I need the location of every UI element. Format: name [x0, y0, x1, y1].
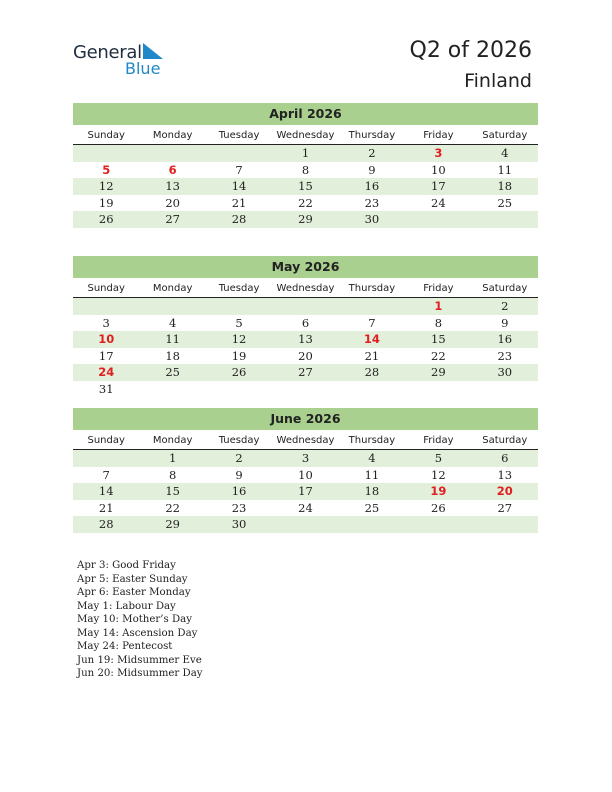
day-cell: 11 — [497, 162, 513, 177]
weekday-label: Thursday — [348, 283, 396, 294]
day-cell: 13 — [298, 332, 313, 347]
weekday-label: Sunday — [87, 283, 125, 294]
day-cell: 6 — [501, 451, 509, 465]
day-cell — [73, 450, 139, 467]
day-cell: 16 — [231, 484, 247, 499]
week-row — [73, 162, 538, 179]
day-cell: 14 — [98, 484, 114, 499]
weekday-label: Tuesday — [218, 283, 260, 294]
day-cell: 1 — [168, 451, 177, 465]
day-cell: 17 — [431, 179, 446, 194]
weekday-label: Friday — [423, 283, 454, 294]
weekday-header-row — [73, 280, 538, 298]
day-cell: 8 — [301, 162, 310, 177]
holiday-day-cell: 6 — [168, 162, 177, 177]
month-calendar — [73, 256, 538, 398]
day-cell: 23 — [364, 195, 380, 210]
day-cell: 11 — [165, 332, 180, 347]
day-cell: 15 — [298, 179, 313, 194]
day-cell: 19 — [231, 348, 247, 363]
day-cell: 5 — [434, 451, 443, 465]
day-cell: 12 — [98, 179, 114, 194]
day-cell — [139, 145, 205, 162]
weekday-label: Monday — [152, 130, 193, 141]
day-cell: 4 — [168, 315, 177, 330]
day-cell — [472, 381, 538, 398]
holiday-list-item: Jun 19: Midsummer Eve — [77, 654, 202, 666]
day-cell: 13 — [165, 179, 180, 194]
day-cell — [405, 516, 471, 533]
day-cell: 25 — [165, 365, 180, 380]
day-cell: 25 — [497, 195, 513, 210]
holiday-day-cell: 20 — [496, 484, 513, 499]
holiday-day-cell: 10 — [98, 332, 115, 347]
day-cell — [339, 381, 405, 398]
day-cell: 15 — [165, 484, 180, 499]
weekday-label: Sunday — [87, 130, 125, 141]
week-row — [73, 331, 538, 348]
day-cell: 18 — [497, 179, 513, 194]
holiday-list-item: Jun 20: Midsummer Day — [77, 668, 203, 679]
day-cell: 12 — [431, 467, 446, 482]
day-cell: 24 — [298, 500, 313, 515]
day-cell: 30 — [231, 517, 247, 532]
day-cell: 11 — [364, 467, 380, 482]
day-cell: 28 — [98, 517, 114, 532]
holiday-list-item: May 1: Labour Day — [77, 600, 176, 612]
day-cell: 24 — [431, 195, 446, 210]
week-row — [73, 211, 538, 228]
weekday-header-row — [73, 432, 538, 450]
day-cell: 27 — [165, 212, 180, 227]
day-cell: 20 — [298, 348, 313, 363]
day-cell — [272, 381, 338, 398]
weekday-label: Saturday — [482, 435, 528, 446]
day-cell: 19 — [98, 195, 114, 210]
day-cell — [472, 516, 538, 533]
day-cell: 1 — [301, 146, 310, 160]
day-cell: 6 — [301, 315, 310, 330]
day-cell: 21 — [364, 348, 380, 363]
weekday-label: Sunday — [87, 435, 125, 446]
day-cell: 29 — [298, 212, 313, 227]
day-cell: 30 — [364, 212, 380, 227]
day-cell: 8 — [168, 467, 177, 482]
day-cell — [339, 516, 405, 533]
holiday-day-cell: 1 — [434, 299, 443, 313]
day-cell: 27 — [497, 500, 513, 515]
day-cell: 7 — [102, 467, 110, 482]
day-cell: 27 — [298, 365, 313, 380]
week-row — [73, 467, 538, 484]
day-cell: 25 — [364, 500, 380, 515]
holiday-list-item: Apr 5: Easter Sunday — [77, 573, 188, 585]
week-row — [73, 381, 538, 398]
page-title: Q2 of 2026 — [409, 38, 532, 63]
holiday-list-item: May 14: Ascension Day — [77, 627, 198, 639]
weekday-label: Friday — [423, 435, 454, 446]
day-cell — [206, 298, 272, 315]
logo-blue-text: Blue — [125, 59, 161, 78]
weekday-label: Wednesday — [276, 435, 335, 446]
month-calendar — [73, 103, 538, 228]
day-cell: 4 — [368, 451, 376, 465]
week-row — [73, 145, 538, 162]
day-cell — [405, 381, 471, 398]
day-cell: 30 — [497, 365, 513, 380]
day-cell — [472, 211, 538, 228]
day-cell — [272, 516, 338, 533]
day-cell — [339, 298, 405, 315]
day-cell: 7 — [235, 162, 243, 177]
week-row — [73, 364, 538, 381]
month-title: May 2026 — [73, 256, 538, 278]
day-cell: 2 — [368, 146, 376, 160]
day-cell: 29 — [431, 365, 446, 380]
holiday-day-cell: 14 — [363, 332, 380, 347]
day-cell — [206, 381, 272, 398]
day-cell: 31 — [98, 381, 114, 396]
day-cell: 9 — [368, 162, 376, 177]
holiday-list-item: May 10: Mother’s Day — [77, 614, 192, 625]
day-cell: 28 — [231, 212, 247, 227]
week-row — [73, 500, 538, 517]
day-cell: 3 — [102, 315, 110, 330]
day-cell: 26 — [431, 500, 446, 515]
weekday-header-row — [73, 127, 538, 145]
day-cell — [206, 145, 272, 162]
weekday-label: Friday — [423, 130, 454, 141]
day-cell: 16 — [364, 179, 380, 194]
day-cell: 23 — [497, 348, 513, 363]
day-cell: 2 — [501, 299, 509, 313]
day-cell — [139, 298, 205, 315]
day-cell: 17 — [98, 348, 114, 363]
holiday-list — [77, 559, 377, 681]
logo — [73, 42, 193, 82]
day-cell: 10 — [298, 467, 313, 482]
holiday-day-cell: 5 — [102, 162, 111, 177]
day-cell: 28 — [364, 365, 380, 380]
week-row — [73, 450, 538, 467]
day-cell: 21 — [98, 500, 114, 515]
day-cell: 18 — [165, 348, 180, 363]
day-cell: 5 — [235, 315, 243, 330]
day-cell: 8 — [434, 315, 443, 330]
day-cell: 9 — [235, 467, 243, 482]
day-cell — [73, 145, 139, 162]
day-cell: 26 — [231, 365, 247, 380]
day-cell: 26 — [98, 212, 114, 227]
weekday-label: Tuesday — [218, 435, 260, 446]
day-cell: 16 — [497, 332, 513, 347]
day-cell — [73, 298, 139, 315]
weekday-label: Saturday — [482, 283, 528, 294]
day-cell: 20 — [165, 195, 180, 210]
day-cell — [139, 381, 205, 398]
logo-general-text: General — [73, 42, 142, 63]
day-cell: 12 — [231, 332, 247, 347]
day-cell: 15 — [431, 332, 446, 347]
day-cell — [272, 298, 338, 315]
weekday-label: Wednesday — [276, 130, 335, 141]
month-title: April 2026 — [73, 103, 538, 125]
day-cell: 23 — [231, 500, 247, 515]
week-row — [73, 195, 538, 212]
holiday-day-cell: 24 — [98, 365, 115, 380]
day-cell: 18 — [364, 484, 380, 499]
month-calendar — [73, 408, 538, 533]
day-cell: 14 — [231, 179, 247, 194]
month-title: June 2026 — [73, 408, 538, 430]
day-cell: 13 — [497, 467, 513, 482]
holiday-list-item: Apr 3: Good Friday — [77, 560, 176, 571]
week-row — [73, 298, 538, 315]
country-name: Finland — [464, 70, 532, 92]
weekday-label: Thursday — [348, 130, 396, 141]
day-cell: 9 — [501, 315, 509, 330]
day-cell: 2 — [235, 451, 243, 465]
week-row — [73, 516, 538, 533]
day-cell — [405, 211, 471, 228]
weekday-label: Wednesday — [276, 283, 335, 294]
week-row — [73, 348, 538, 365]
holiday-list-item: Apr 6: Easter Monday — [77, 587, 191, 598]
weekday-label: Tuesday — [218, 130, 260, 141]
day-cell: 17 — [298, 484, 313, 499]
weekday-label: Thursday — [348, 435, 396, 446]
week-row — [73, 178, 538, 195]
day-cell: 4 — [501, 146, 509, 160]
day-cell: 22 — [165, 500, 180, 515]
holiday-list-item: May 24: Pentecost — [77, 641, 173, 652]
weekday-label: Monday — [152, 283, 193, 294]
day-cell: 29 — [165, 517, 180, 532]
holiday-day-cell: 19 — [430, 484, 447, 499]
day-cell: 7 — [368, 315, 376, 330]
day-cell: 21 — [231, 195, 247, 210]
week-row — [73, 315, 538, 332]
day-cell: 3 — [301, 451, 310, 465]
day-cell: 10 — [431, 162, 446, 177]
day-cell: 22 — [298, 195, 313, 210]
week-row — [73, 483, 538, 500]
holiday-day-cell: 3 — [434, 146, 443, 160]
weekday-label: Monday — [152, 435, 193, 446]
day-cell: 22 — [431, 348, 446, 363]
weekday-label: Saturday — [482, 130, 528, 141]
